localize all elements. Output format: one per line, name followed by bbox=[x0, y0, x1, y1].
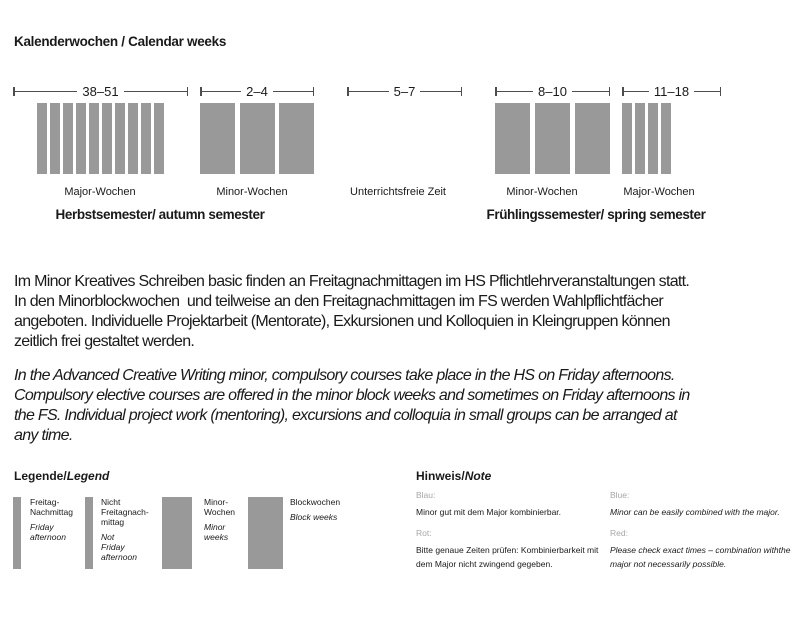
text-line: Minor can be easily combined with the major. bbox=[610, 507, 780, 517]
text-line: Friday bbox=[30, 522, 54, 532]
text-line: dem Major nicht zwingend gegeben. bbox=[416, 559, 553, 569]
legend-swatch-wide-bar bbox=[248, 497, 283, 569]
week-type-label-spring-major: Major-Wochen bbox=[623, 186, 695, 198]
text-line: Minor bbox=[204, 522, 226, 532]
note-column-english bbox=[610, 488, 790, 578]
bracket-line bbox=[624, 91, 649, 93]
legend-label-english bbox=[204, 522, 235, 542]
text-line: Friday bbox=[101, 542, 125, 552]
bracket-line bbox=[15, 91, 78, 93]
text-line: Wochen bbox=[204, 507, 236, 517]
week-bars bbox=[13, 103, 188, 174]
paragraph-german bbox=[14, 272, 689, 352]
week-bar bbox=[115, 103, 125, 174]
legend-heading bbox=[14, 469, 109, 483]
week-bar bbox=[240, 103, 275, 174]
text-line: Minor gut mit dem Major kombinierbar. bbox=[416, 507, 562, 517]
week-range-bracket bbox=[200, 86, 314, 97]
week-range-label: 38–51 bbox=[82, 84, 119, 99]
bracket-tick bbox=[720, 87, 722, 96]
week-bar bbox=[661, 103, 671, 174]
bracket-tick bbox=[461, 87, 463, 96]
week-bar bbox=[128, 103, 138, 174]
note-text-blue-en bbox=[610, 505, 790, 519]
legend-label-german bbox=[101, 497, 149, 527]
note-color-label-red-en: Red: bbox=[610, 528, 628, 538]
week-bars bbox=[622, 103, 721, 174]
legend-label-english bbox=[290, 512, 340, 522]
week-range-label: 2–4 bbox=[246, 84, 268, 99]
week-bar bbox=[622, 103, 632, 174]
week-type-label-autumn-minor: Minor-Wochen bbox=[216, 186, 288, 198]
week-type-label-free-time: Unterrichtsfreie Zeit bbox=[350, 186, 446, 198]
bracket-tick bbox=[187, 87, 189, 96]
week-bar bbox=[141, 103, 151, 174]
text-line: angeboten. Individuelle Projektarbeit (Mentorate), Exkursionen und Kolloquien in Kleingruppen können bbox=[14, 313, 670, 330]
legend-swatch-thin-bar bbox=[85, 497, 93, 569]
timeline-group-autumn-minor bbox=[200, 86, 314, 176]
text-line: Blockwochen bbox=[290, 497, 341, 507]
note-text-red-en bbox=[610, 543, 790, 571]
bracket-line bbox=[273, 91, 313, 93]
text-line: Minor- bbox=[204, 497, 229, 507]
bracket-line bbox=[694, 91, 719, 93]
legend-heading-german: Legende/ bbox=[14, 469, 67, 483]
week-range-bracket bbox=[495, 86, 610, 97]
week-bar bbox=[535, 103, 570, 174]
week-type-label-autumn-major: Major-Wochen bbox=[64, 186, 136, 198]
text-line: Nachmittag bbox=[30, 507, 73, 517]
text-line: Bitte genaue Zeiten prüfen: Kombinierbarkeit mit bbox=[416, 545, 599, 555]
text-line: Block weeks bbox=[290, 512, 338, 522]
text-line: In the Advanced Creative Writing minor, compulsory courses take place in the HS on Friday afternoons. bbox=[14, 367, 675, 384]
text-line: mittag bbox=[101, 517, 125, 527]
note-column-german bbox=[416, 488, 611, 578]
legend-item-minor-weeks bbox=[162, 497, 235, 569]
legend-swatch-wide-bar bbox=[162, 497, 192, 569]
week-bar bbox=[102, 103, 112, 174]
week-range-label: 11–18 bbox=[653, 84, 690, 99]
week-range-bracket bbox=[347, 86, 462, 97]
legend-label-german bbox=[30, 497, 73, 517]
timeline-group-free-time bbox=[347, 86, 462, 176]
week-range-label: 8–10 bbox=[538, 84, 567, 99]
legend-label-german bbox=[290, 497, 340, 507]
week-bar bbox=[37, 103, 47, 174]
week-range-bracket bbox=[622, 86, 721, 97]
legend-heading-english: Legend bbox=[66, 469, 110, 483]
week-bar bbox=[495, 103, 530, 174]
timeline-group-spring-major bbox=[622, 86, 721, 176]
page-title: Kalenderwochen / Calendar weeks bbox=[14, 34, 227, 49]
week-bar bbox=[200, 103, 235, 174]
timeline-group-autumn-major bbox=[13, 86, 188, 176]
week-bar bbox=[648, 103, 658, 174]
text-line: Not bbox=[101, 532, 115, 542]
text-line: zeitlich frei gestaltet werden. bbox=[14, 333, 195, 350]
note-color-label-blue-de: Blau: bbox=[416, 490, 436, 500]
week-bar bbox=[63, 103, 73, 174]
note-heading-english: Note bbox=[464, 469, 492, 483]
week-bar bbox=[575, 103, 610, 174]
text-line: Please check exact times – combination withthe bbox=[610, 545, 791, 555]
legend-item-block-weeks bbox=[248, 497, 340, 569]
note-heading-german: Hinweis/ bbox=[416, 469, 465, 483]
note-text-red-de bbox=[416, 543, 611, 571]
legend-label-german bbox=[204, 497, 235, 517]
text-line: Freitag- bbox=[30, 497, 60, 507]
week-bar bbox=[89, 103, 99, 174]
bracket-tick bbox=[609, 87, 611, 96]
bracket-line bbox=[124, 91, 187, 93]
week-bars bbox=[200, 103, 314, 174]
note-color-label-blue-en: Blue: bbox=[610, 490, 630, 500]
week-range-label: 5–7 bbox=[393, 84, 416, 99]
semester-label-autumn: Herbstsemester/ autumn semester bbox=[55, 207, 265, 222]
week-bar bbox=[279, 103, 314, 174]
week-bar bbox=[154, 103, 164, 174]
legend-item-friday-afternoon bbox=[13, 497, 73, 569]
text-line: Freitagnach- bbox=[101, 507, 149, 517]
week-range-bracket bbox=[13, 86, 188, 97]
note-heading bbox=[416, 469, 491, 483]
week-bar bbox=[76, 103, 86, 174]
legend-swatch-thin-bar bbox=[13, 497, 21, 569]
week-type-label-spring-minor: Minor-Wochen bbox=[506, 186, 578, 198]
text-line: the FS. Individual project work (mentoring), excursions and colloquia in small groups can be arranged at bbox=[14, 407, 677, 424]
text-line: major not necessarily possible. bbox=[610, 559, 727, 569]
legend-label-english bbox=[101, 532, 149, 562]
note-color-label-red-de: Rot: bbox=[416, 528, 432, 538]
text-line: weeks bbox=[204, 532, 229, 542]
week-bars bbox=[495, 103, 610, 174]
bracket-line bbox=[572, 91, 609, 93]
bracket-line bbox=[497, 91, 534, 93]
bracket-tick bbox=[313, 87, 315, 96]
bracket-line bbox=[420, 91, 460, 93]
bracket-line bbox=[349, 91, 389, 93]
text-line: In den Minorblockwochen und teilweise an den Freitagnachmittagen im FS werden Wahlpflichtfächer bbox=[14, 293, 664, 310]
week-bar bbox=[50, 103, 60, 174]
note-text-blue-de bbox=[416, 505, 611, 519]
text-line: Nicht bbox=[101, 497, 121, 507]
text-line: afternoon bbox=[101, 552, 137, 562]
paragraph-english bbox=[14, 366, 690, 446]
semester-label-spring: Frühlingssemester/ spring semester bbox=[486, 207, 706, 222]
text-line: afternoon bbox=[30, 532, 66, 542]
legend-item-not-friday-afternoon bbox=[85, 497, 149, 569]
bracket-line bbox=[202, 91, 242, 93]
text-line: any time. bbox=[14, 427, 73, 444]
week-bar bbox=[635, 103, 645, 174]
timeline-group-spring-minor bbox=[495, 86, 610, 176]
legend-label-english bbox=[30, 522, 73, 542]
text-line: Compulsory elective courses are offered in the minor block weeks and sometimes on Friday afternoons in bbox=[14, 387, 690, 404]
text-line: Im Minor Kreatives Schreiben basic finden an Freitagnachmittagen im HS Pflichtlehrveranstaltungen statt. bbox=[14, 273, 690, 290]
